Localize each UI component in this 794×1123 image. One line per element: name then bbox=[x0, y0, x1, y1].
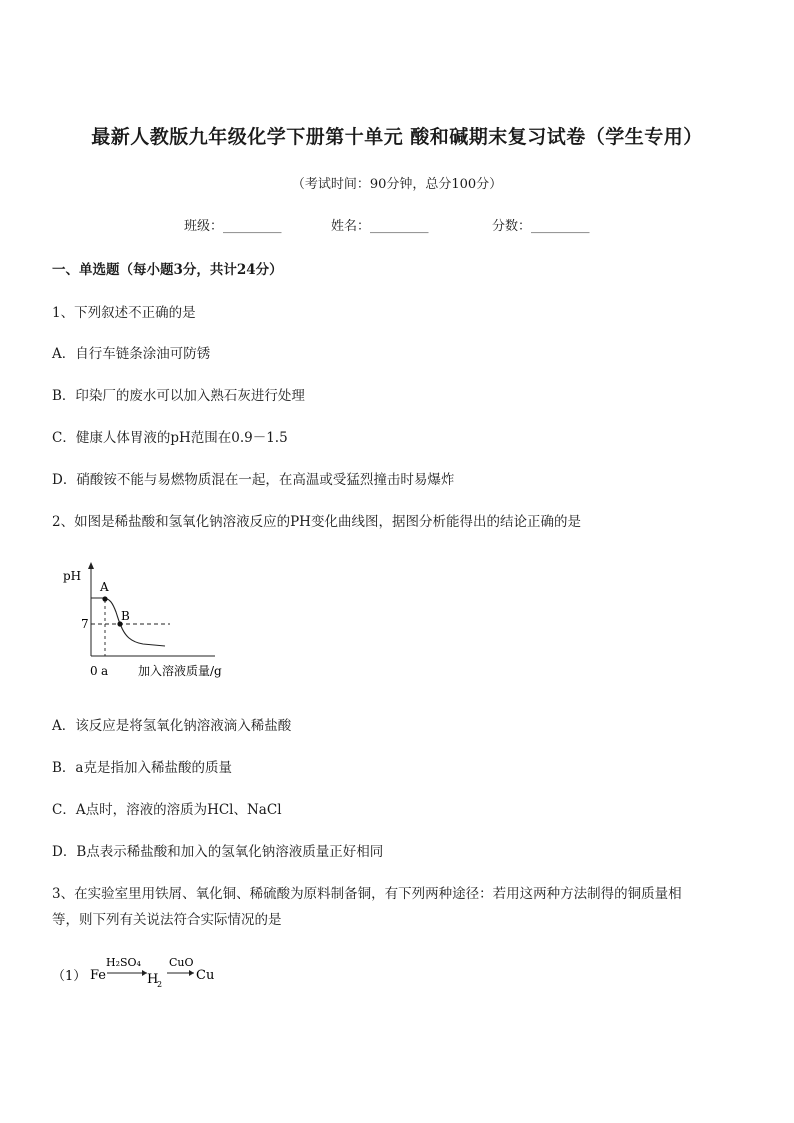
route-1-h2-subscript: 2 bbox=[157, 980, 163, 989]
page-title: 最新人教版九年级化学下册第十单元 酸和碱期末复习试卷（学生专用） bbox=[91, 126, 703, 148]
point-a-marker bbox=[102, 596, 107, 601]
section-heading: 一、单选题（每小题3分，共计24分） bbox=[52, 262, 283, 278]
route-1-reagent-2: CuO bbox=[169, 956, 194, 969]
name-field: 姓名：_________ bbox=[331, 219, 429, 234]
question-3-stem-line2: 等，则下列有关说法符合实际情况的是 bbox=[52, 912, 282, 928]
route-1-label: （1） bbox=[52, 969, 87, 984]
question-1-option-d: D．硝酸铵不能与易燃物质混在一起，在高温或受猛烈撞击时易爆炸 bbox=[52, 472, 455, 488]
point-a-label: A bbox=[100, 580, 109, 594]
route-1-h2: H bbox=[147, 972, 159, 987]
a-tick-label: a bbox=[101, 664, 109, 678]
question-1-option-b: B．印染厂的废水可以加入熟石灰进行处理 bbox=[52, 388, 305, 404]
y-axis-label: pH bbox=[63, 569, 82, 583]
route-1-fe: Fe bbox=[90, 968, 107, 983]
question-1-option-a: A．自行车链条涂油可防锈 bbox=[52, 346, 211, 362]
point-b-label: B bbox=[121, 609, 130, 623]
question-2-option-a: A．该反应是将氢氧化钠溶液滴入稀盐酸 bbox=[52, 718, 292, 734]
question-2-option-b: B．a克是指加入稀盐酸的质量 bbox=[52, 760, 232, 776]
x-axis-label: 加入溶液质量/g bbox=[138, 664, 222, 678]
route-1-cu: Cu bbox=[196, 968, 215, 983]
question-2-option-d: D．B点表示稀盐酸和加入的氢氧化钠溶液质量正好相同 bbox=[52, 844, 384, 860]
class-field: 班级：_________ bbox=[184, 219, 282, 234]
exam-time-note: （考试时间：90分钟，总分100分） bbox=[291, 177, 503, 192]
route-1-equation bbox=[52, 952, 252, 992]
score-field: 分数：_________ bbox=[492, 219, 590, 234]
ph-curve-figure bbox=[55, 560, 255, 685]
route-1-arrowhead-2 bbox=[189, 970, 194, 976]
y-axis-arrow bbox=[88, 562, 94, 569]
question-1-stem: 1、下列叙述不正确的是 bbox=[52, 305, 196, 321]
question-1-option-c: C．健康人体胃液的pH范围在0.9－1.5 bbox=[52, 430, 288, 446]
question-2-option-c: C．A点时，溶液的溶质为HCl、NaCl bbox=[52, 802, 282, 818]
route-1-reagent-1: H₂SO₄ bbox=[106, 956, 141, 969]
ph7-tick-label: 7 bbox=[81, 617, 89, 631]
origin-label: 0 bbox=[90, 664, 98, 678]
question-3-stem-line1: 3、在实验室里用铁屑、氧化铜、稀硫酸为原料制备铜，有下列两种途径：若用这两种方法制得的铜质量相 bbox=[52, 886, 682, 902]
question-2-stem: 2、如图是稀盐酸和氢氧化钠溶液反应的PH变化曲线图，据图分析能得出的结论正确的是 bbox=[52, 514, 581, 530]
